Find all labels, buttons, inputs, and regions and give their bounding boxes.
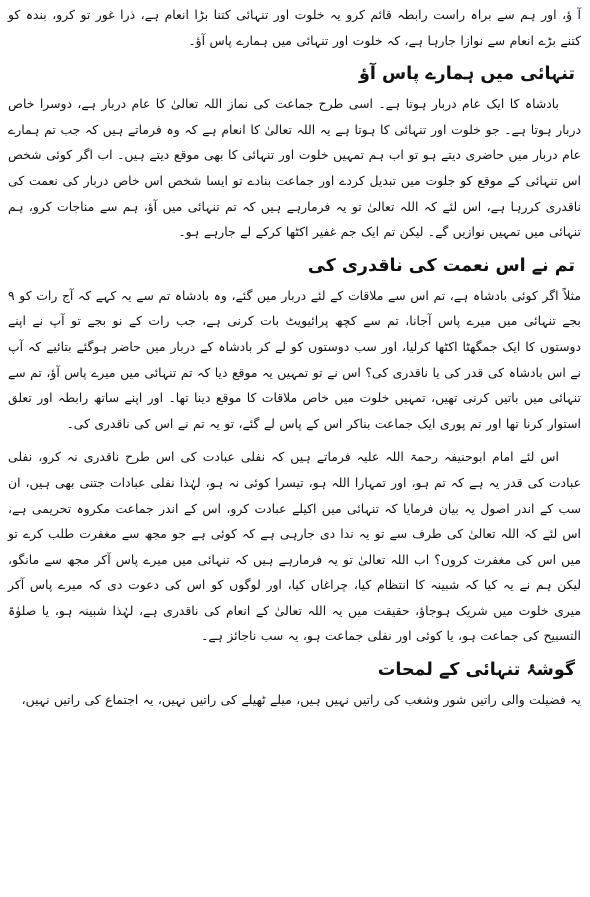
- section-heading-meet-in-solitude: تنہائی میں ہمارے پاس آؤ: [359, 64, 575, 85]
- paragraph-king-court: بادشاہ کا ایک عام دربار ہوتا ہے۔ اسی طرح جماعت کی نماز اللہ تعالیٰ کا عام دربار ہے، دوسرا خاص دربار ہوتا ہے۔ جو خلوت اور تنہائی کا ہوتا ہے یہ اللہ تعالیٰ کا انعام ہے کہ وہ فرماتے ہیں کہ جب تم ہمارے عام دربار میں حاضری دیتے ہو تو اب ہم تمہیں خلوت اور تنہائی کا بھی موقع دیتے ہیں۔ اب اگر کوئی شخص اس تنہائی کے موقع کو جلوت میں تبدیل کردے اور جماعت بنادے تو ایسا شخص اس خاص دربار کی نعمت کی ناقدری کررہا ہے، اس لئے کہ اللہ تعالیٰ تو یہ فرمارہے ہیں کہ تم تنہائی میں آؤ، ہم سے مناجات کرو، ہم تنہائی میں تمہیں نوازیں گے۔ لیکن تم ایک جم غفیر اکٹھا کرکے لے جارہے ہو۔: [8, 96, 581, 240]
- section-heading-moments-of-solitude: گوشۂ تنہائی کے لمحات: [377, 660, 575, 681]
- spacer: [8, 436, 581, 444]
- intro-paragraph: آ ؤ، اور ہم سے براہ راست رابطہ قائم کرو یہ خلوت اور تنہائی کتنا بڑا انعام ہے، ذرا غور تو کرو، بندہ کو کتنے بڑے انعام سے نوازا جارہا ہے، کہ خلوت اور تنہائی میں ہمارے پاس آؤ۔: [8, 7, 581, 48]
- paragraph-virtuous-nights: یہ فضیلت والی راتیں شور وشغب کی راتیں نہیں ہیں، میلے ٹھیلے کی راتیں نہیں، یہ اجتماع کی راتیں نہیں،: [21, 692, 581, 708]
- paragraph-king-example: مثلاً اگر کوئی بادشاہ ہے، تم اس سے ملاقات کے لئے دربار میں گئے، وہ بادشاہ تم سے یہ کہے کہ آج رات کو ۹ بجے تنہائی میں میرے پاس آجانا، تم سے کچھ پرائیویٹ بات کرنی ہے، جب رات کے نو بجے تو آپ نے اپنے دوستوں کا ایک جمگھٹا اکٹھا کرلیا، اور سب دوستوں کو لے کر بادشاہ کے دربار میں حاضر ہوگئے بتائیے کہ آپ نے اس بادشاہ کی قدر کی یا ناقدری کی؟ اس نے تو تمہیں یہ موقع دیا کہ تم تنہائی میں میرے پاس آؤ، تم سے تنہائی میں باتیں کرنی تھیں، تمہیں خلوت میں خاص ملاقات کا موقع دینا تھا۔ اور اپنے ساتھ رابطہ اور تعلق استوار کرنا تھا اور تم پوری ایک جماعت بناکر اس کے پاس لے گئے، تو یہ تم نے اس کی ناقدری کی۔: [8, 287, 581, 431]
- section-heading-ingratitude: تم نے اس نعمت کی ناقدری کی: [307, 255, 575, 276]
- paragraph-imam-abu-hanifa: اس لئے امام ابوحنیفہ رحمۃ اللہ علیہ فرماتے ہیں کہ نفلی عبادت کی اس طرح ناقدری نہ کرو، نفلی عبادت کی قدر یہ ہے کہ تم ہو، اور تمہارا اللہ ہو، تیسرا کوئی نہ ہو، لہٰذا نفلی عبادات جتنی بھی ہیں، ان سب کے اندر اصول یہ بیان فرمایا کہ تنہائی میں اکیلے عبادت کرو، اس کے اندر جماعت مکروہ تحریمی ہے، اس لئے کہ اللہ تعالیٰ کی طرف سے تو یہ ندا دی جارہی ہے کہ کوئی ہے جو مجھ سے مغفرت طلب کرے تو میں اس کی مغفرت کروں؟ اب اللہ تعالیٰ تو یہ فرمارہے ہیں کہ تنہائی میں میرے پاس آکر مجھ سے مانگو، لیکن ہم نے یہ کیا کہ شبینہ کا انتظام کیا، چراغاں کیا، اور لوگوں کو اس کی دعوت دی کہ میرے پاس آکر میری خلوت میں شریک ہوجاؤ، حقیقت میں یہ اللہ تعالیٰ کے انعام کی ناقدری ہے، لہٰذا شبینہ ہو، یا صلوٰۃ التسبیح کی جماعت ہو، یا کوئی اور نفلی جماعت ہو، یہ سب ناجائز ہے۔: [8, 449, 581, 644]
